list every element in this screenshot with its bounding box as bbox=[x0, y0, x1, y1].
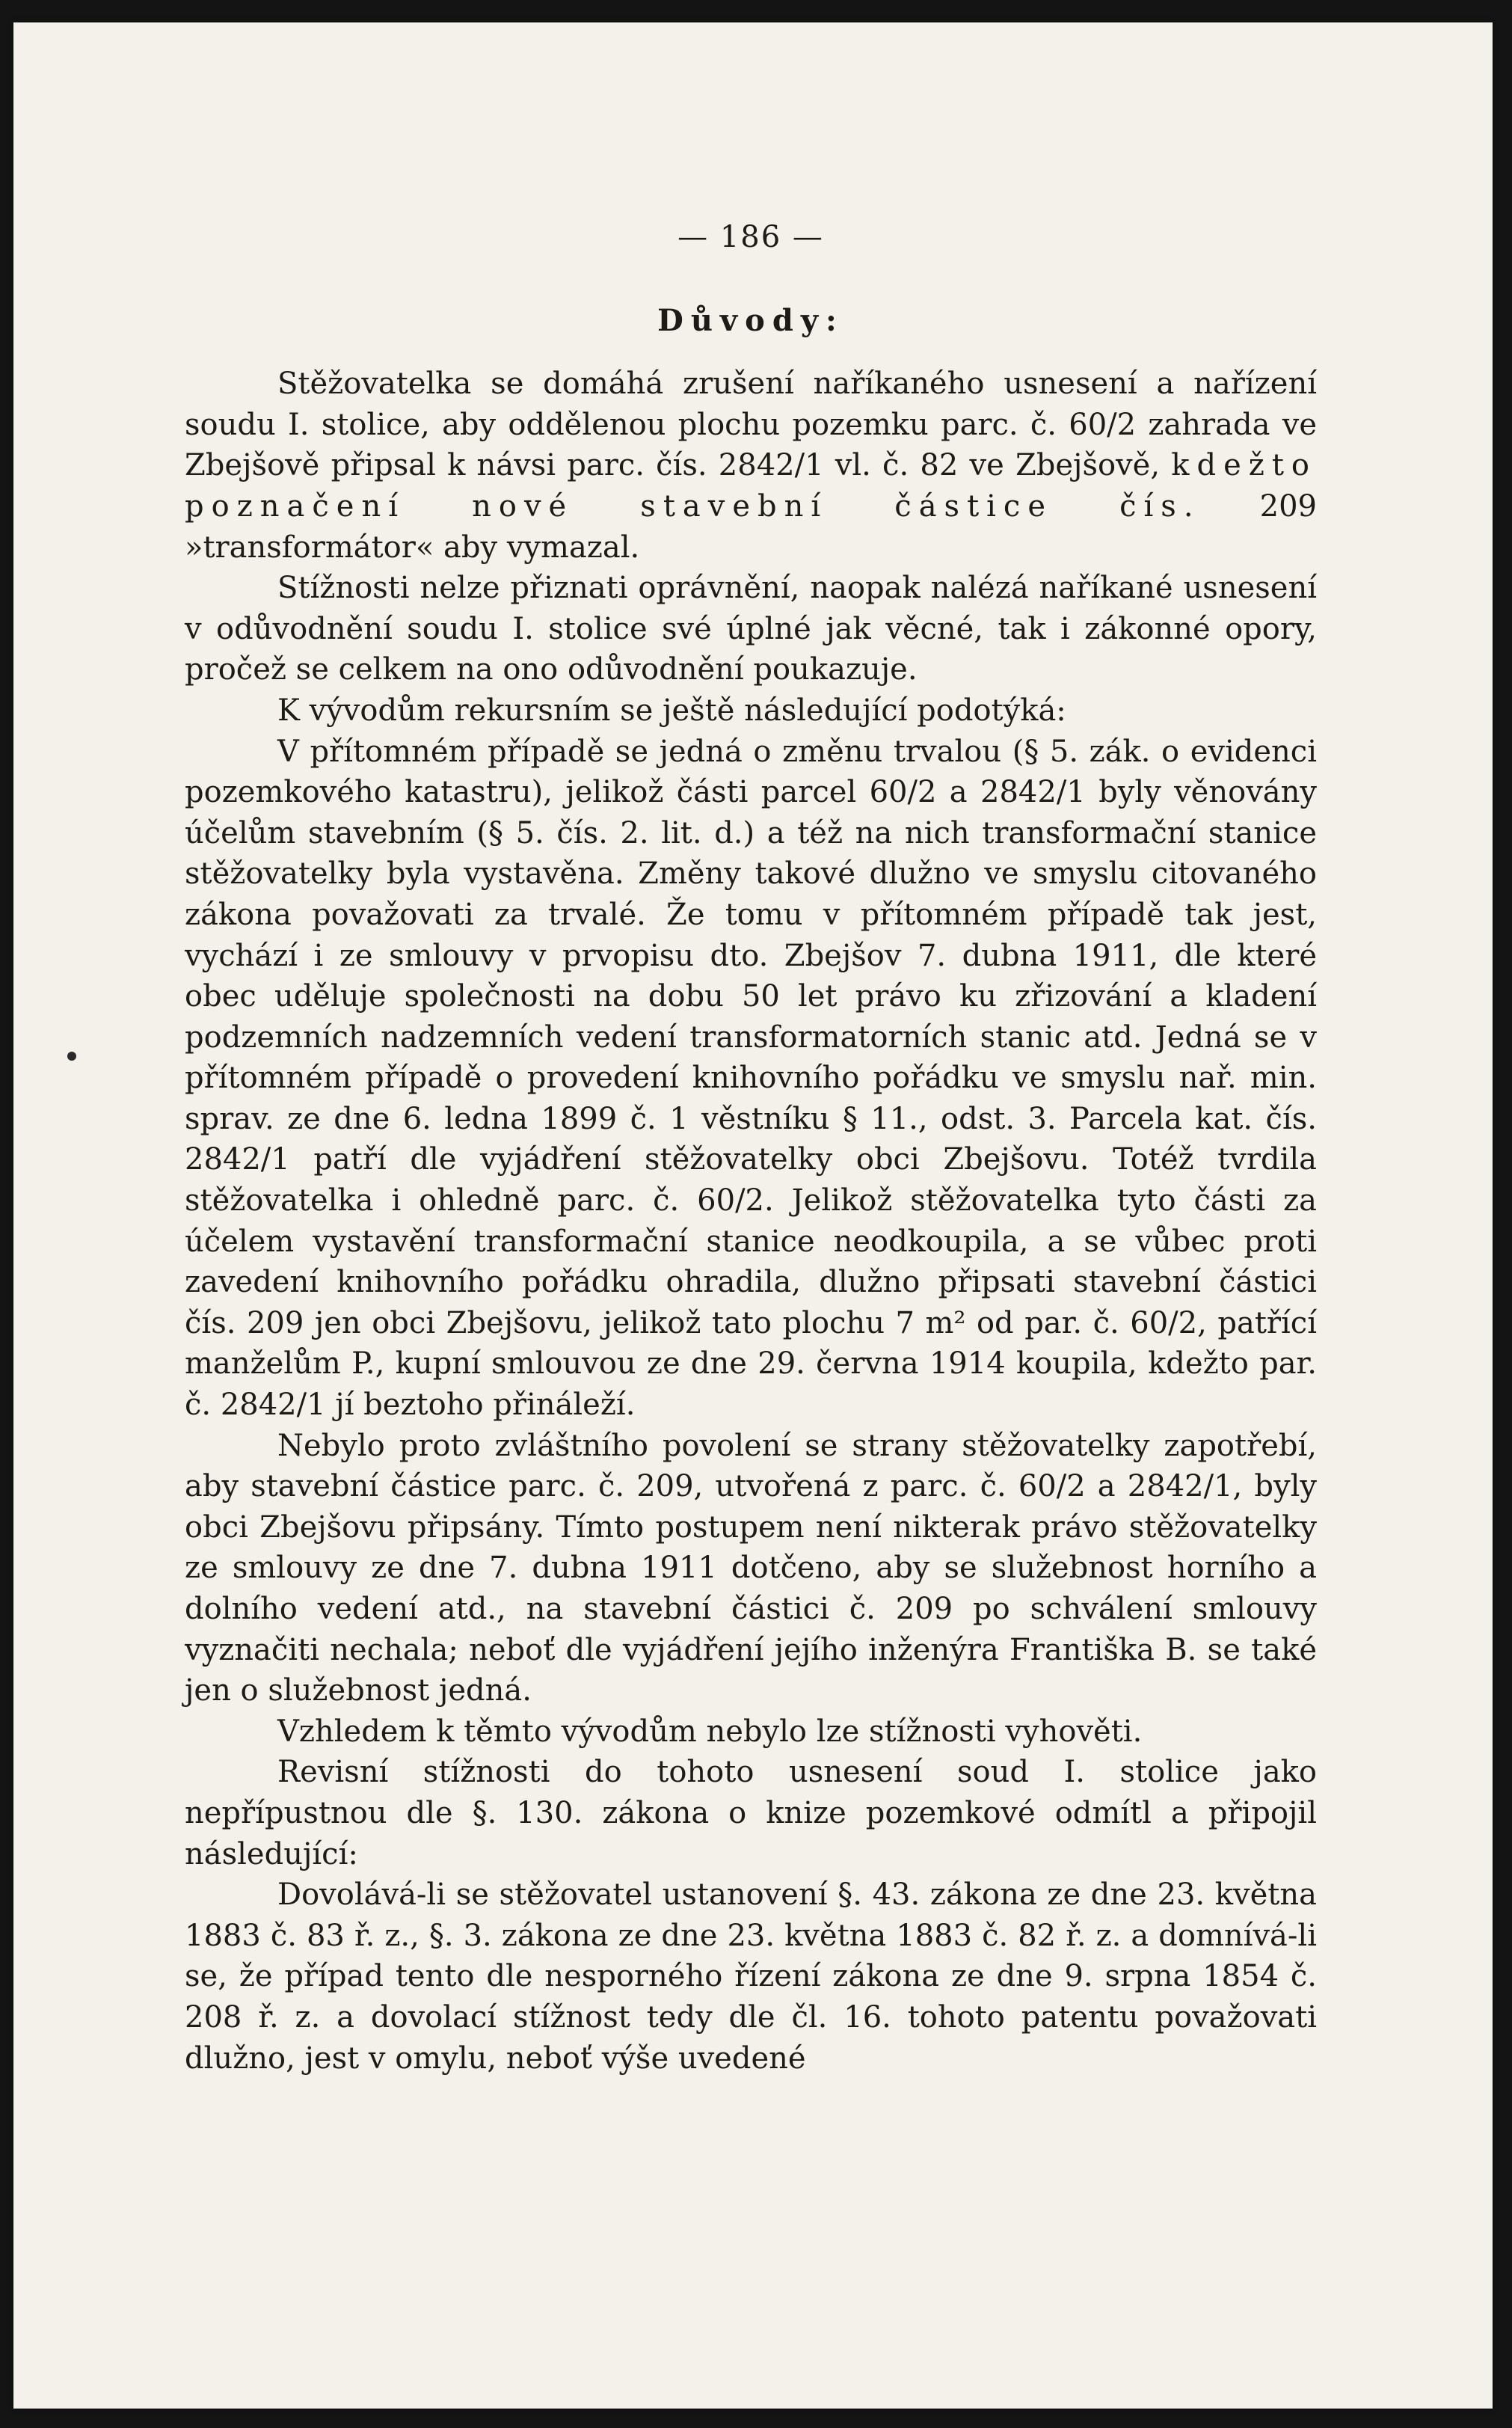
paragraph-revision: Revisní stížnosti do tohoto usnesení soud I. stolice jako nepřípustnou dle §. 130. zákona o knize pozemkové odmítl a připojil následující: bbox=[185, 1755, 1317, 1871]
paragraph-complaint-post: 209 »transformátor« aby vymazal. bbox=[185, 488, 1317, 565]
page-number: — 186 — bbox=[677, 220, 824, 254]
section-heading: Důvody: bbox=[657, 302, 844, 338]
margin-dot bbox=[67, 1052, 76, 1061]
paragraph-complaint-pre: Stěžovatelka se domáhá zrušení naříkaného usnesení a nařízení soudu I. stolice, aby oddělenou plochu pozemku parc. č. 60/2 zahrada ve Zbejšově připsal k návsi parc. čís. 2842/1 vl. č. 82 ve Zbejšově, bbox=[185, 367, 1317, 483]
scanned-page bbox=[13, 22, 1493, 2409]
paragraph-remark-intro: K vývodům rekursním se ještě následující podotýká: bbox=[277, 693, 1066, 728]
paragraph-reasoning: V přítomném případě se jedná o změnu trvalou (§ 5. zák. o evidenci pozemkového katastru), jelikož části parcel 60/2 a 2842/1 byly věnovány účelům stavebním (§ 5. čís. 2. lit. d.) a též na nich transformační stanice stěžovatelky byla vystavěna. Změny takové dlužno ve smyslu citovaného zákona považovati za trvalé. Že tomu v přítomném případě tak jest, vychází i ze smlouvy v prvopisu dto. Zbejšov 7. dubna 1911, dle které obec uděluje společnosti na dobu 50 let právo ku zřizování a kladení podzemních nadzemních vedení transformatorních stanic atd. Jedná se v přítomném případě o provedení knihovního pořádku ve smyslu nař. min. sprav. ze dne 6. ledna 1899 č. 1 věstníku § 11., odst. 3. Parcela kat. čís. 2842/1 patří dle vyjádření stěžovatelky obci Zbejšovu. Totéž tvrdila stěžovatelka i ohledně parc. č. 60/2. Jelikož stěžovatelka tyto části za účelem vystavění transformační stanice neodkoupila, a se vůbec proti zavedení knihovního pořádku ohradila, dlužno připsati stavební částici čís. 209 jen obci Zbejšovu, jelikož tato plochu 7 m² od par. č. 60/2, patřící manželům P., kupní smlouvou ze dne 29. června 1914 koupila, kdežto par. č. 2842/1 jí beztoho přináleží. bbox=[185, 734, 1317, 1423]
page-text bbox=[185, 217, 1317, 2079]
spaced-emphasis: kdežto poznačení nové stavební částice čís. bbox=[185, 448, 1317, 524]
paragraph-permission: Nebylo proto zvláštního povolení se strany stěžovatelky zapotřebí, aby stavební částice parc. č. 209, utvořená z parc. č. 60/2 a 2842/1, byly obci Zbejšovu připsány. Tímto postupem není nikterak právo stěžovatelky ze smlouvy ze dne 7. dubna 1911 dotčeno, aby se služebnost horního a dolního vedení atd., na stavební částici č. 209 po schválení smlouvy vyznačiti nechala; neboť dle vyjádření jejího inženýra Františka B. se také jen o služebnost jedná. bbox=[185, 1428, 1317, 1708]
paragraph-conclusion: Vzhledem k těmto vývodům nebylo lze stížnosti vyhověti. bbox=[277, 1714, 1143, 1749]
paragraph-ruling: Stížnosti nelze přiznati oprávnění, naopak nalézá naříkané usnesení v odůvodnění soudu I. stolice své úplné jak věcné, tak i zákonné opory, pročež se celkem na ono odůvodnění poukazuje. bbox=[185, 571, 1317, 687]
paragraph-complaint bbox=[185, 364, 1317, 568]
paragraph-appeal: Dovolává-li se stěžovatel ustanovení §. 43. zákona ze dne 23. května 1883 č. 83 ř. z., §. 3. zákona ze dne 23. května 1883 č. 82 ř. z. a domnívá-li se, že případ tento dle nesporného řízení zákona ze dne 9. srpna 1854 č. 208 ř. z. a dovolací stížnost tedy dle čl. 16. tohoto patentu považovati dlužno, jest v omylu, neboť výše uvedené bbox=[185, 1877, 1317, 2076]
